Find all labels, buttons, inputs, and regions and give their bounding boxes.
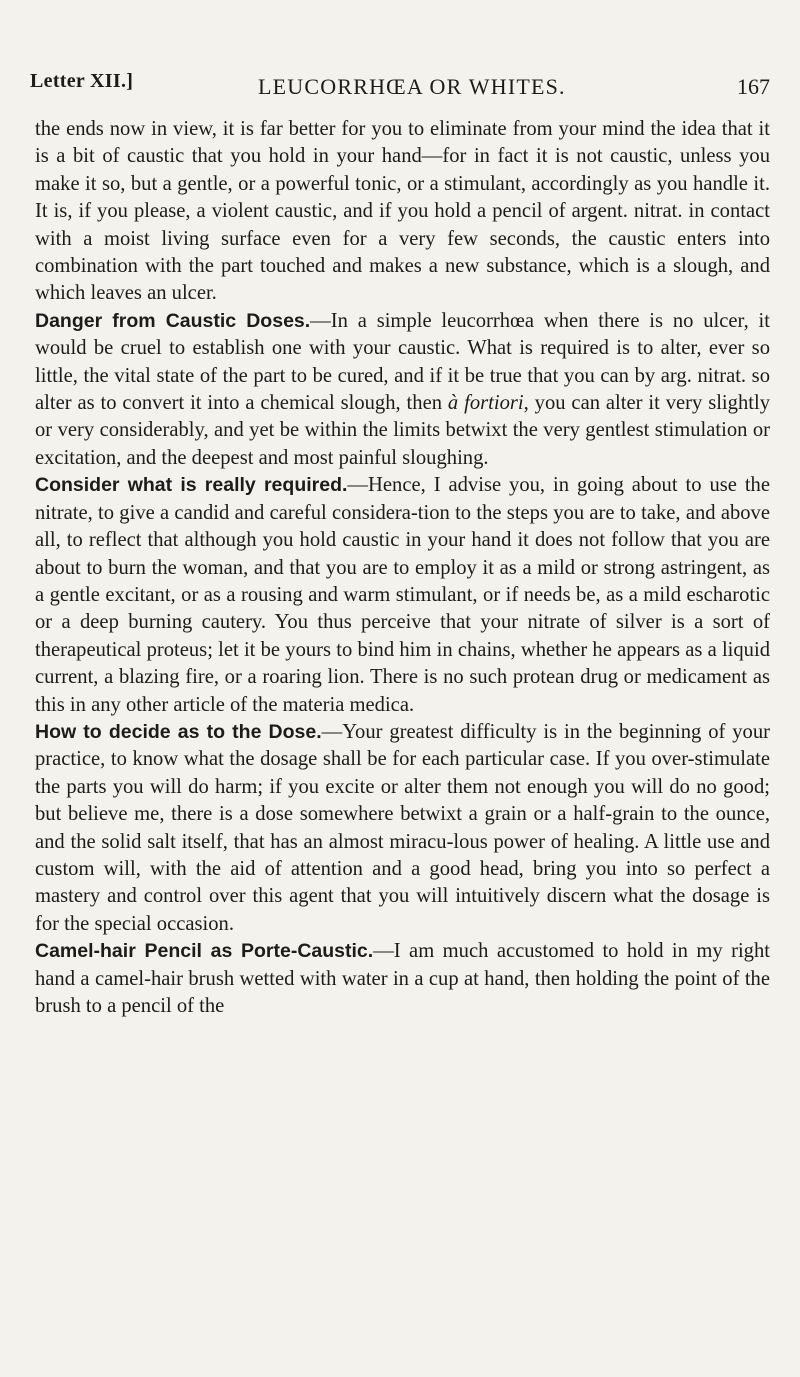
section-heading: Camel-hair Pencil as Porte-Caustic. (35, 940, 374, 963)
page-number: 167 (737, 74, 770, 99)
paragraph-danger-from-caustic-doses (35, 308, 770, 472)
paragraph-text: —Your greatest difficulty is in the beginning of your practice, to know what the dosage shall be for each particular case. If you over-stimulate the parts you will do harm; if you excite or alter them not enough you will do no good; but believe me, there is a dose somewhere betwixt a grain or a half-grain to the ounce, and the solid salt itself, that has an almost miracu-lous power of healing. A little use and custom will, with the aid of attention and a good head, bring you into so perfect a mastery and control over this agent that you will intuitively discern what the dosage is for the special occasion. (35, 720, 770, 935)
paragraph-camel-hair-pencil (35, 938, 770, 1020)
italic-phrase: à fortiori (447, 392, 524, 415)
paragraph-text: the ends now in view, it is far better for you to eliminate from your mind the idea that it is a bit of caustic that you hold in your hand—for in fact it is not caustic, unless you make it so, but a gentle, or a powerful tonic, or a stimulant, accordingly as you handle it. It is, if you please, a violent caustic, and if you hold a pencil of argent. nitrat. in contact with a moist living surface even for a very few seconds, the caustic enters into combination with the part touched and makes a new substance, which is a slough, and which leaves an ulcer. (35, 118, 770, 305)
paragraph-caustic-intro (35, 116, 770, 308)
paragraph-how-to-decide-dose (35, 719, 770, 938)
section-heading: Consider what is really required. (35, 474, 348, 497)
paragraph-text: —In a simple leucorrhœa when there is no ulcer, it would be cruel to establish one with your caustic. What is required is to alter, ever so little, the vital state of the part to be cured, and if it be true that you can by arg. nitrat. so alter as to convert it into a chemical slough, then (35, 309, 770, 415)
body-text (35, 116, 770, 1020)
paragraph-text: —I am much accustomed to hold in my right hand a camel-hair brush wetted with water in a cup at hand, then holding the point of the brush to a pencil of the (35, 940, 770, 1017)
running-head-letter-number: Letter XII.] (30, 70, 134, 92)
section-heading: How to decide as to the Dose. (35, 720, 322, 743)
running-head (30, 70, 770, 104)
running-head-title: LEUCORRHŒA OR WHITES. (258, 74, 566, 99)
paragraph-text: , you can alter it very slightly or very considerably, and yet be within the limits betwixt the very gentlest stimulation or excitation, and the deepest and most painful sloughing. (35, 392, 770, 469)
section-heading: Danger from Caustic Doses. (35, 309, 311, 332)
paragraph-consider-what-is-required (35, 472, 770, 719)
paragraph-text: —Hence, I advise you, in going about to use the nitrate, to give a candid and careful considera-tion to the steps you are to take, and above all, to reflect that although you hold caustic in your hand it does not follow that you are about to burn the woman, and that you are to employ it as a mild or strong astringent, as a gentle excitant, or as a rousing and warm stimulant, or if needs be, as a mild escharotic or a deep burning cautery. You thus perceive that your nitrate of silver is a sort of therapeutical proteus; let it be yours to bind him in chains, whether he appears as a liquid current, a blazing fire, or a roaring lion. There is no such protean drug or medicament as this in any other article of the materia medica. (35, 474, 770, 716)
